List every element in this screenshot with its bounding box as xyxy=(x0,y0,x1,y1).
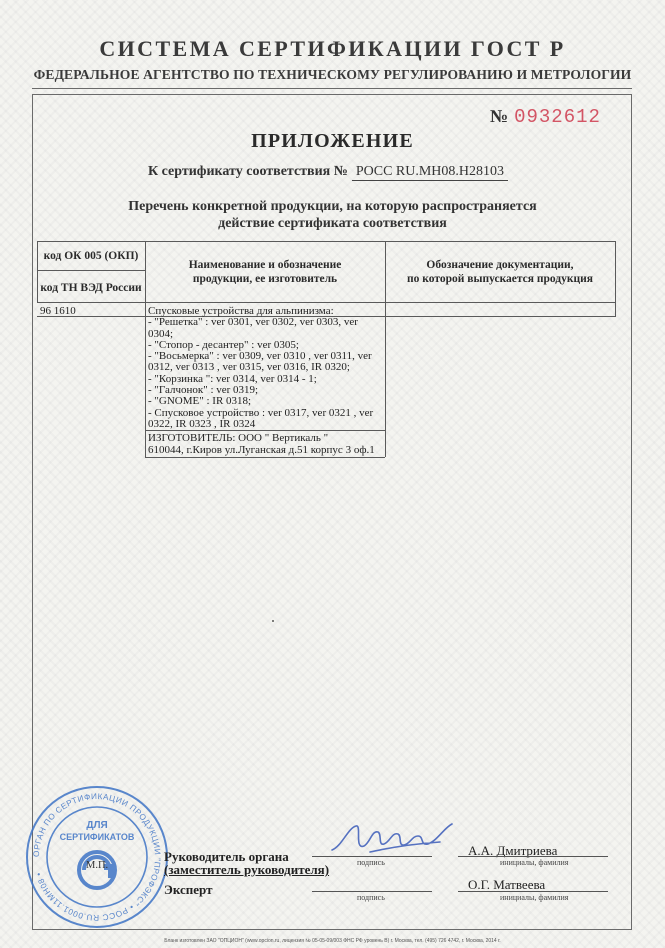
expert-name: О.Г. Матвеева xyxy=(468,877,546,892)
product-description-line: - "GNOME" : IR 0318; xyxy=(148,395,252,408)
head-role xyxy=(164,850,329,876)
product-description xyxy=(148,306,384,430)
product-description-line: 0322, IR 0323 , IR 0324 xyxy=(148,417,256,430)
product-code: 96 1610 xyxy=(40,305,76,317)
column-product-header xyxy=(145,258,385,286)
head-role-line-1: Руководитель органа xyxy=(164,849,289,864)
list-title-line-1: Перечень конкретной продукции, на которую распространяется xyxy=(128,199,537,214)
table-code-divider xyxy=(37,270,145,271)
column-documentation-header xyxy=(385,258,615,286)
seal-place-label: М.П. xyxy=(86,860,109,871)
product-description-line: - "Стопор - десантер" : ver 0305; xyxy=(148,338,299,351)
stamp-line-1: ДЛЯ xyxy=(86,820,108,831)
product-description-line: 0312, ver 0313 , ver 0315, ver 0316, IR 0320; xyxy=(148,361,350,374)
head-name: А.А. Дмитриева xyxy=(468,843,558,858)
head-name-line xyxy=(458,856,608,857)
documentation-header-line-1: Обозначение документации, xyxy=(426,259,574,271)
blank-footer: Бланк изготовлен ЗАО "ОПЦИОН" (www.opcion.ru, лицензия № 05-05-09/003 ФНС РФ уровень В) г. Москва, тел. (495) 726 4742, г. Москва, 2014 г. xyxy=(164,938,501,944)
certificate-line xyxy=(148,164,508,181)
number-sign: № xyxy=(490,106,509,126)
product-description-line: Спусковые устройства для альпинизма: xyxy=(148,305,334,317)
table-border-right xyxy=(615,241,616,317)
form-number-value: 0932612 xyxy=(514,106,601,128)
product-description-line: - Спусковое устройство : ver 0317, ver 0321 , ver xyxy=(148,406,374,419)
product-description-line: - "Решетка" : ver 0301, ver 0302, ver 0303, ver 0304; xyxy=(148,316,358,340)
table-row2-bottom xyxy=(145,457,385,458)
expert-sign-line xyxy=(312,891,432,892)
expert-sign-caption: подпись xyxy=(357,893,385,902)
certificate-label: К сертификату соответствия № xyxy=(148,164,348,179)
handwritten-signature xyxy=(328,816,458,860)
stamp-ring-text: ОРГАН ПО СЕРТИФИКАЦИИ ПРОДУКЦИИ "ПРОФЭКС" • РОСС RU.0001.11МН08 • xyxy=(31,791,163,923)
documentation-header-line-2: по которой выпускается продукция xyxy=(407,273,593,285)
manufacturer-line: 610044, г.Киров ул.Луганская д.51 корпус 3 оф.1 xyxy=(148,444,375,456)
form-number xyxy=(490,106,601,128)
speck xyxy=(272,620,274,622)
manufacturer-line: ИЗГОТОВИТЕЛЬ: ООО " Вертикаль " xyxy=(148,432,329,444)
expert-name-caption: инициалы, фамилия xyxy=(500,893,569,902)
product-description-line: - "Корзинка ": ver 0314, ver 0314 - 1; xyxy=(148,372,317,385)
expert-role: Эксперт xyxy=(164,882,213,897)
annex-title: ПРИЛОЖЕНИЕ xyxy=(251,130,414,152)
manufacturer-info xyxy=(148,432,384,456)
product-description-line: - "Галчонок" : ver 0319; xyxy=(148,384,259,397)
product-list-title xyxy=(0,198,665,232)
certification-stamp xyxy=(24,784,170,930)
list-title-line-2: действие сертификата соответствия xyxy=(218,216,447,231)
table-header-bottom xyxy=(37,302,615,303)
agency-subtitle: ФЕДЕРАЛЬНОЕ АГЕНТСТВО ПО ТЕХНИЧЕСКОМУ РЕГУЛИРОВАНИЮ И МЕТРОЛОГИИ xyxy=(33,67,632,82)
column-tnved-header: код ТН ВЭД России xyxy=(40,282,142,294)
stamp-line-2: СЕРТИФИКАТОВ xyxy=(59,832,135,842)
head-role-line-2: (заместитель руководителя) xyxy=(164,862,330,877)
head-name-caption: инициалы, фамилия xyxy=(500,858,569,867)
certificate-number: POCC RU.MH08.H28103 xyxy=(352,164,508,181)
system-title: СИСТЕМА СЕРТИФИКАЦИИ ГОСТ Р xyxy=(99,36,566,61)
product-header-line-1: Наименование и обозначение xyxy=(188,259,342,271)
column-okp-header: код ОК 005 (ОКП) xyxy=(43,250,139,262)
product-description-line: - "Восьмерка" : ver 0309, ver 0310 , ver 0311, ver xyxy=(148,350,372,363)
head-sign-caption: подпись xyxy=(357,858,385,867)
product-header-line-2: продукции, ее изготовитель xyxy=(192,273,338,285)
header-rule xyxy=(32,88,632,89)
table-border-top xyxy=(37,241,615,242)
expert-name-line xyxy=(458,891,608,892)
